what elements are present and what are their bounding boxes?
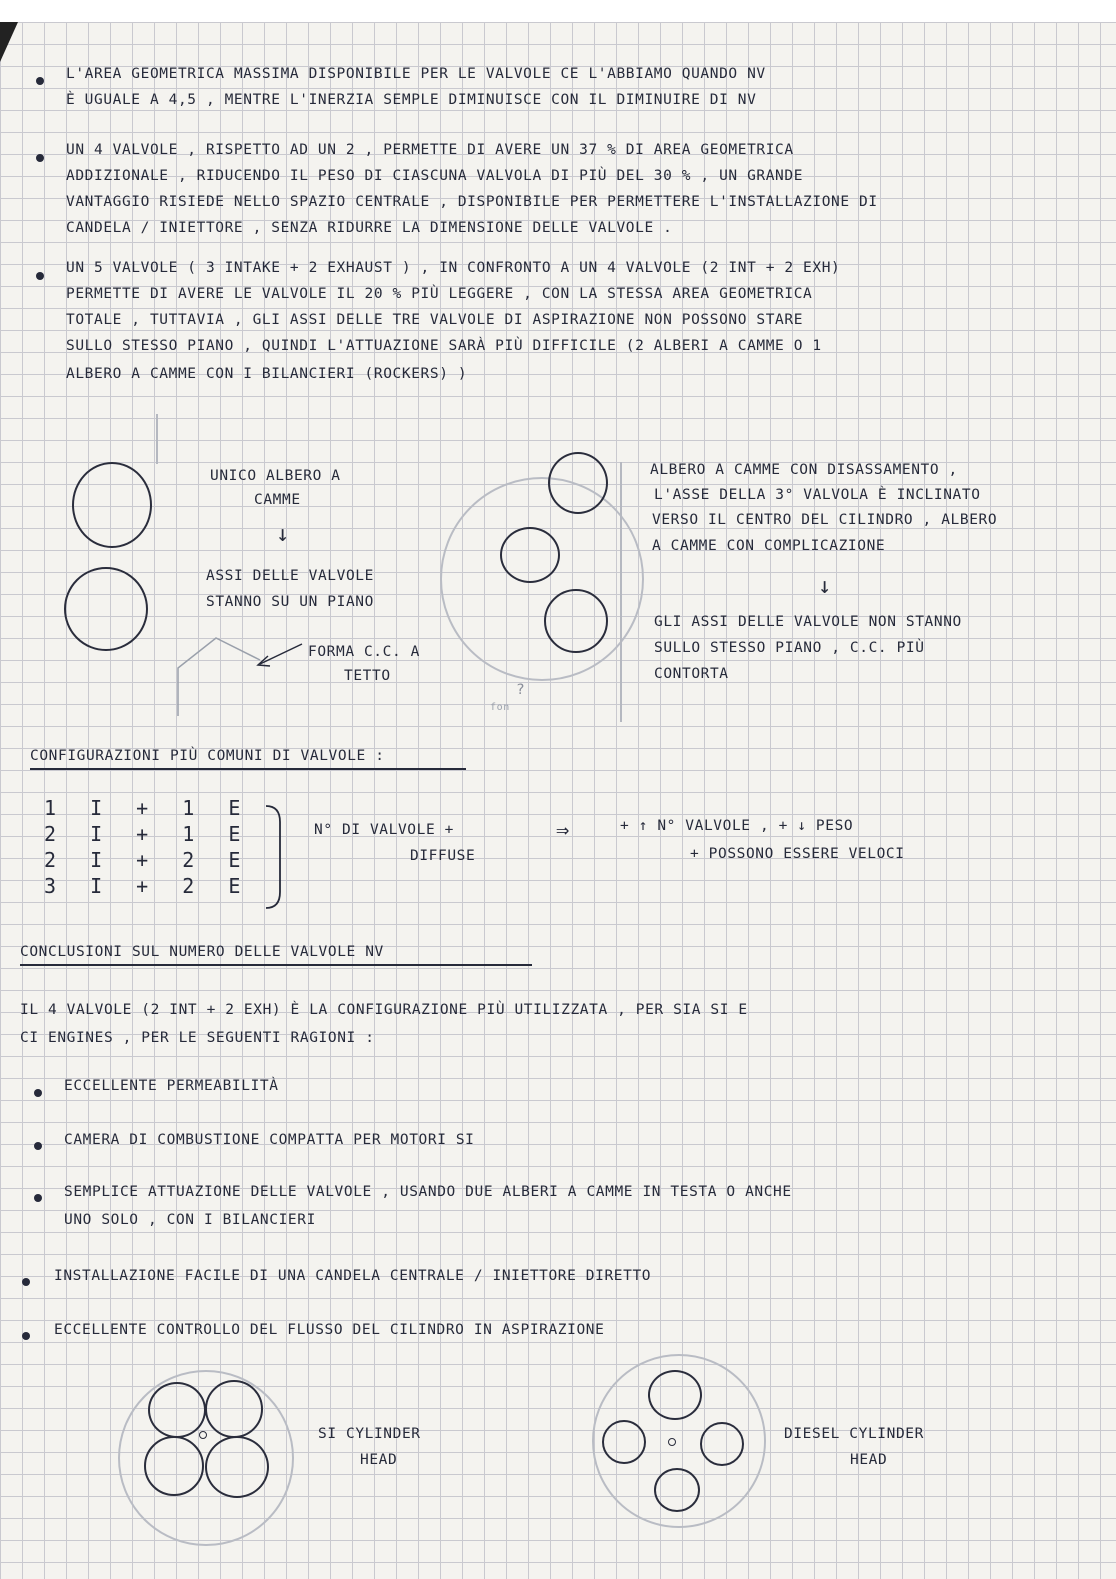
divider-line — [620, 462, 622, 722]
bullet-dot — [34, 1142, 42, 1150]
diagram-note: CAMME — [254, 492, 301, 508]
result-line: + ↑ N° VALVOLE , + ↓ PESO — [620, 818, 854, 834]
valve-circle — [205, 1436, 269, 1498]
config-row: 2 I + 2 E — [44, 848, 252, 872]
paragraph-line: CI ENGINES , PER LE SEGUENTI RAGIONI : — [20, 1030, 375, 1046]
heading-underline — [30, 768, 466, 770]
conclusion-bullet: INSTALLAZIONE FACILE DI UNA CANDELA CENTRALE / INIETTORE DIRETTO — [54, 1268, 652, 1284]
small-note: fon — [490, 702, 510, 713]
paragraph-line: UN 4 VALVOLE , RISPETTO AD UN 2 , PERMETTE DI AVERE UN 37 % DI AREA GEOMETRICA — [66, 142, 794, 158]
down-arrow-icon: ↓ — [276, 522, 290, 547]
paragraph-line: UN 5 VALVOLE ( 3 INTAKE + 2 EXHAUST ) , IN CONFRONTO A UN 4 VALVOLE (2 INT + 2 EXH) — [66, 260, 841, 276]
spark-plug-dot — [199, 1431, 207, 1439]
diagram-note: ALBERO A CAMME CON DISASSAMENTO , — [650, 462, 958, 478]
bullet-dot — [34, 1089, 42, 1097]
section-heading: CONCLUSIONI SUL NUMERO DELLE VALVOLE NV — [20, 944, 384, 960]
paragraph-line: IL 4 VALVOLE (2 INT + 2 EXH) È LA CONFIGURAZIONE PIÙ UTILIZZATA , PER SIA SI E — [20, 1002, 748, 1018]
conclusion-bullet: CAMERA DI COMBUSTIONE COMPATTA PER MOTORI SI — [64, 1132, 475, 1148]
diagram-note: SULLO STESSO PIANO , C.C. PIÙ — [654, 640, 925, 656]
paragraph-line: ADDIZIONALE , RIDUCENDO IL PESO DI CIASCUNA VALVOLA DI PIÙ DEL 30 % , UN GRANDE — [66, 168, 804, 184]
valve-circle — [148, 1382, 206, 1438]
bullet-dot — [34, 1194, 42, 1202]
down-arrow-icon: ↓ — [818, 574, 832, 599]
config-row: 1 I + 1 E — [44, 796, 252, 820]
paragraph-line: VANTAGGIO RISIEDE NELLO SPAZIO CENTRALE , DISPONIBILE PER PERMETTERE L'INSTALLAZIONE DI — [66, 194, 878, 210]
paragraph-line: SULLO STESSO PIANO , QUINDI L'ATTUAZIONE SARÀ PIÙ DIFFICILE (2 ALBERI A CAMME O 1 — [66, 338, 822, 354]
paragraph-line: L'AREA GEOMETRICA MASSIMA DISPONIBILE PER LE VALVOLE CE L'ABBIAMO QUANDO NV — [66, 66, 766, 82]
injector-dot — [668, 1438, 676, 1446]
heading-underline — [20, 964, 532, 966]
paragraph-line: È UGUALE A 4,5 , MENTRE L'INERZIA SEMPLE DIMINUISCE CON IL DIMINUIRE DI NV — [66, 92, 757, 108]
valve-circle — [648, 1370, 702, 1420]
diagram-note: CONTORTA — [654, 666, 729, 682]
paragraph-line: TOTALE , TUTTAVIA , GLI ASSI DELLE TRE VALVOLE DI ASPIRAZIONE NON POSSONO STARE — [66, 312, 804, 328]
head-label: DIESEL CYLINDER — [784, 1426, 924, 1442]
config-row: 3 I + 2 E — [44, 874, 252, 898]
diagram-note: FORMA C.C. A — [308, 644, 420, 660]
bracket-note: DIFFUSE — [410, 848, 476, 864]
bracket-shape — [262, 802, 292, 912]
valve-circle — [500, 527, 560, 583]
conclusion-bullet: SEMPLICE ATTUAZIONE DELLE VALVOLE , USANDO DUE ALBERI A CAMME IN TESTA O ANCHE — [64, 1184, 792, 1200]
valve-circle — [72, 462, 152, 548]
diagram-note: STANNO SU UN PIANO — [206, 594, 374, 610]
diagram-note: ASSI DELLE VALVOLE — [206, 568, 374, 584]
bullet-dot — [22, 1332, 30, 1340]
head-label: HEAD — [360, 1452, 398, 1468]
diagram-note: A CAMME CON COMPLICAZIONE — [652, 538, 886, 554]
bullet-dot — [36, 77, 44, 85]
bullet-dot — [36, 154, 44, 162]
roof-chamber-sketch — [172, 628, 322, 718]
valve-circle — [205, 1380, 263, 1438]
diagram-note: VERSO IL CENTRO DEL CILINDRO , ALBERO — [652, 512, 998, 528]
section-heading: CONFIGURAZIONI PIÙ COMUNI DI VALVOLE : — [30, 748, 385, 764]
divider-line — [156, 414, 158, 464]
bracket-note: N° DI VALVOLE + — [314, 822, 454, 838]
paragraph-line: ALBERO A CAMME CON I BILANCIERI (ROCKERS) ) — [66, 366, 468, 382]
diagram-note: L'ASSE DELLA 3° VALVOLA È INCLINATO — [654, 487, 981, 503]
valve-circle — [602, 1420, 646, 1464]
paragraph-line: CANDELA / INIETTORE , SENZA RIDURRE LA DIMENSIONE DELLE VALVOLE . — [66, 220, 673, 236]
valve-circle — [654, 1468, 700, 1512]
valve-circle — [64, 567, 148, 651]
config-row: 2 I + 1 E — [44, 822, 252, 846]
valve-circle — [700, 1422, 744, 1466]
bullet-dot — [22, 1278, 30, 1286]
head-label: SI CYLINDER — [318, 1426, 421, 1442]
diagram-note: TETTO — [344, 668, 391, 684]
conclusion-bullet: UNO SOLO , CON I BILANCIERI — [64, 1212, 316, 1228]
question-mark: ? — [516, 682, 526, 698]
conclusion-bullet: ECCELLENTE CONTROLLO DEL FLUSSO DEL CILINDRO IN ASPIRAZIONE — [54, 1322, 605, 1338]
valve-circle — [544, 589, 608, 653]
valve-circle — [144, 1436, 204, 1496]
diagram-note: UNICO ALBERO A — [210, 468, 341, 484]
page-corner-shadow — [0, 22, 18, 62]
notebook-page — [0, 22, 1116, 1579]
bullet-dot — [36, 272, 44, 280]
diagram-note: GLI ASSI DELLE VALVOLE NON STANNO — [654, 614, 962, 630]
implies-arrow: ⇒ — [556, 818, 570, 843]
paragraph-line: PERMETTE DI AVERE LE VALVOLE IL 20 % PIÙ LEGGERE , CON LA STESSA AREA GEOMETRICA — [66, 286, 813, 302]
head-label: HEAD — [850, 1452, 888, 1468]
result-line: + POSSONO ESSERE VELOCI — [690, 846, 905, 862]
conclusion-bullet: ECCELLENTE PERMEABILITÀ — [64, 1078, 279, 1094]
valve-circle — [548, 452, 608, 514]
